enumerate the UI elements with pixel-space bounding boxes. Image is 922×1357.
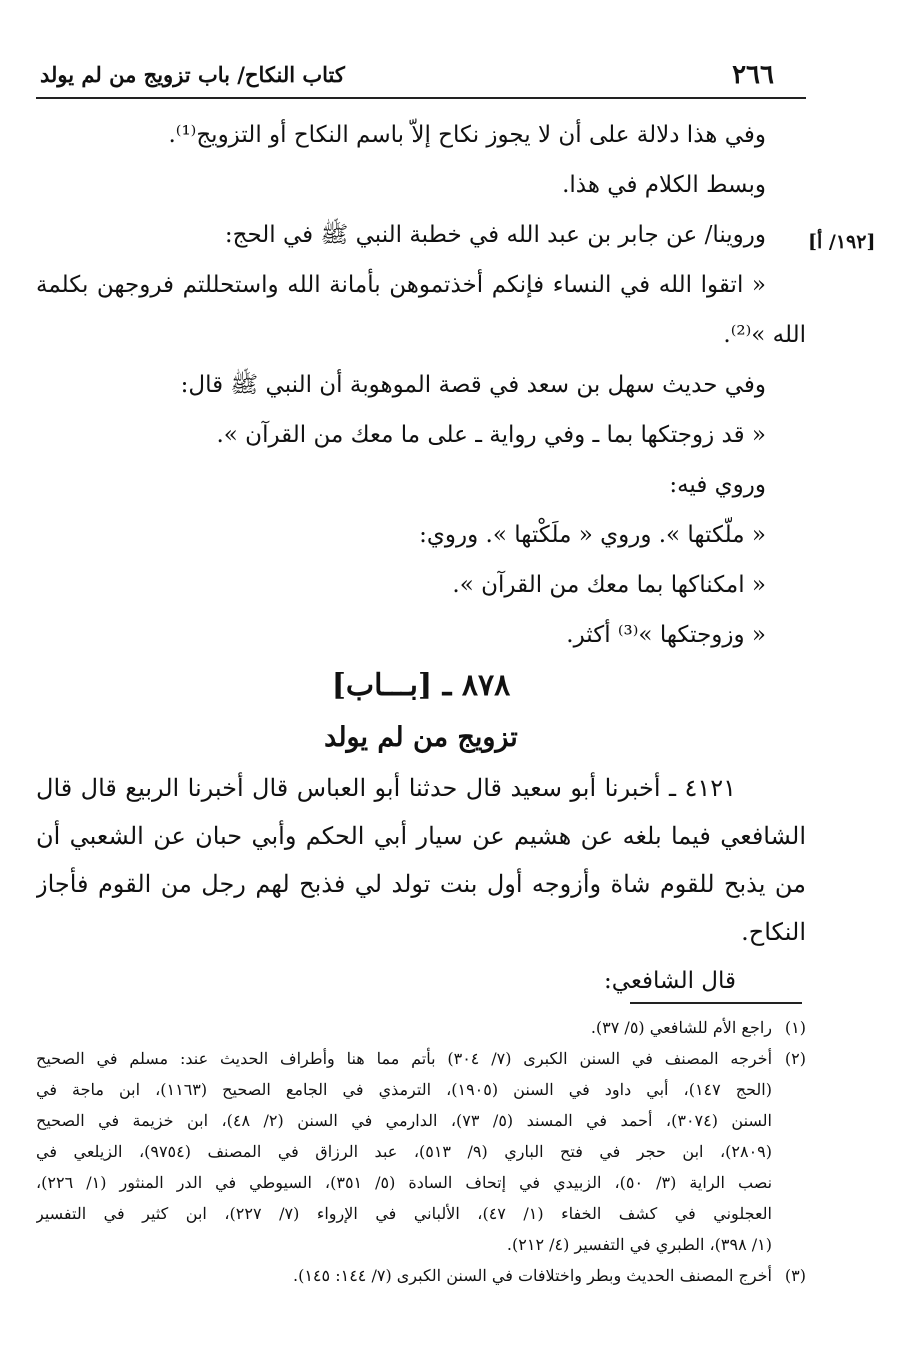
page-number: ٢٦٦	[732, 60, 774, 90]
footnote-line: (٢٨٠٩)، ابن حجر في فتح الباري (٩/ ٥١٣)، عبد الرزاق في المصنف (٩٧٥٤)، الزيلعي في	[36, 1142, 772, 1161]
paragraph: وروي فيه:	[669, 472, 766, 498]
header-rule	[36, 97, 806, 99]
closing-line: قال الشافعي:	[604, 968, 736, 994]
paragraph: وفي هذا دلالة على أن لا يجوز نكاح إلاّ باسم النكاح أو التزويج⁽¹⁾.	[168, 122, 766, 148]
footnote-line: راجع الأم للشافعي (٥/ ٣٧).	[590, 1018, 772, 1037]
manuscript-folio-note: [١٩٢/ أ]	[808, 231, 876, 253]
footnotes	[36, 1012, 806, 1291]
paragraph: « وزوجتكها »⁽³⁾ أكثر.	[566, 622, 766, 648]
footnote-line: نصب الراية (٣/ ٥٠)، الزبيدي في إتحاف السادة (٥/ ٣٥١)، السيوطي في الدر المنثور (١/ ٢٢٦)،	[36, 1173, 772, 1192]
paragraph: « قد زوجتكها بما ـ وفي رواية ـ على ما معك من القرآن ».	[216, 422, 766, 448]
paragraph: « امكناكها بما معك من القرآن ».	[452, 572, 766, 598]
footnote-line: (١/ ٣٩٨)، الطبري في التفسير (٤/ ٢١٢).	[506, 1235, 772, 1254]
footnote-number: (٢)	[784, 1049, 806, 1068]
footnote-line: السنن (٣٠٧٤)، أحمد في المسند (٥/ ٧٣)، الدارمي في السنن (٢/ ٤٨)، ابن خزيمة في الصحيح	[36, 1111, 772, 1130]
hadith-line: النكاح.	[741, 918, 806, 946]
footnote-number: (٣)	[784, 1266, 806, 1285]
hadith-line: الشافعي فيما بلغه عن هشيم عن سيار أبي الحكم وأبي حبان عن الشعبي أن	[36, 822, 806, 850]
paragraph: « اتقوا الله في النساء فإنكم أخذتموهن بأمانة الله واستحللتم فروجهن بكلمة	[36, 272, 766, 298]
footnote-rule	[630, 1002, 802, 1004]
running-title: كتاب النكاح/ باب تزويج من لم يولد	[40, 62, 345, 87]
paragraph: وفي حديث سهل بن سعد في قصة الموهوبة أن النبي ﷺ قال:	[180, 372, 766, 398]
footnote-line: أخرجه المصنف في السنن الكبرى (٧/ ٣٠٤) بأتم مما هنا وأطراف الحديث عند: مسلم في الصحيح	[36, 1049, 772, 1068]
footnote-line: العجلوني في كشف الخفاء (١/ ٤٧)، الألباني في الإرواء (٧/ ٢٢٧)، ابن كثير في التفسير	[36, 1204, 772, 1223]
hadith-4121	[36, 764, 806, 956]
main-text	[36, 110, 806, 1006]
footnote	[36, 1043, 806, 1260]
chapter-number: ٨٧٨ ـ [بـــاب]	[331, 668, 511, 703]
hadith-line: ٤١٢١ ـ أخبرنا أبو سعيد قال حدثنا أبو العباس قال أخبرنا الربيع قال قال	[36, 774, 736, 802]
footnote-line: (الحج ١٤٧)، أبي داود في السنن (١٩٠٥)، الترمذي في الجامع الصحيح (١١٦٣)، ابن ماجة في	[36, 1080, 772, 1099]
footnote	[36, 1012, 806, 1043]
paragraph: الله »⁽²⁾.	[723, 322, 806, 348]
paragraph: « ملّكتها ». وروي « ملَكْتها ». وروي:	[419, 522, 766, 548]
footnote	[36, 1260, 806, 1291]
paragraph: وروينا/ عن جابر بن عبد الله في خطبة النبي ﷺ في الحج:	[224, 222, 766, 248]
page-header	[36, 56, 806, 96]
chapter-title: تزويج من لم يولد	[324, 722, 518, 753]
hadith-line: من يذبح للقوم شاة وأزوجه أول بنت تولد لي فذبح لهم رجل من القوم فأجاز	[36, 870, 806, 898]
paragraph: وبسط الكلام في هذا.	[562, 172, 766, 198]
footnote-line: أخرج المصنف الحديث وبطر واختلافات في السنن الكبرى (٧/ ١٤٤: ١٤٥).	[293, 1266, 772, 1285]
footnote-number: (١)	[784, 1018, 806, 1037]
